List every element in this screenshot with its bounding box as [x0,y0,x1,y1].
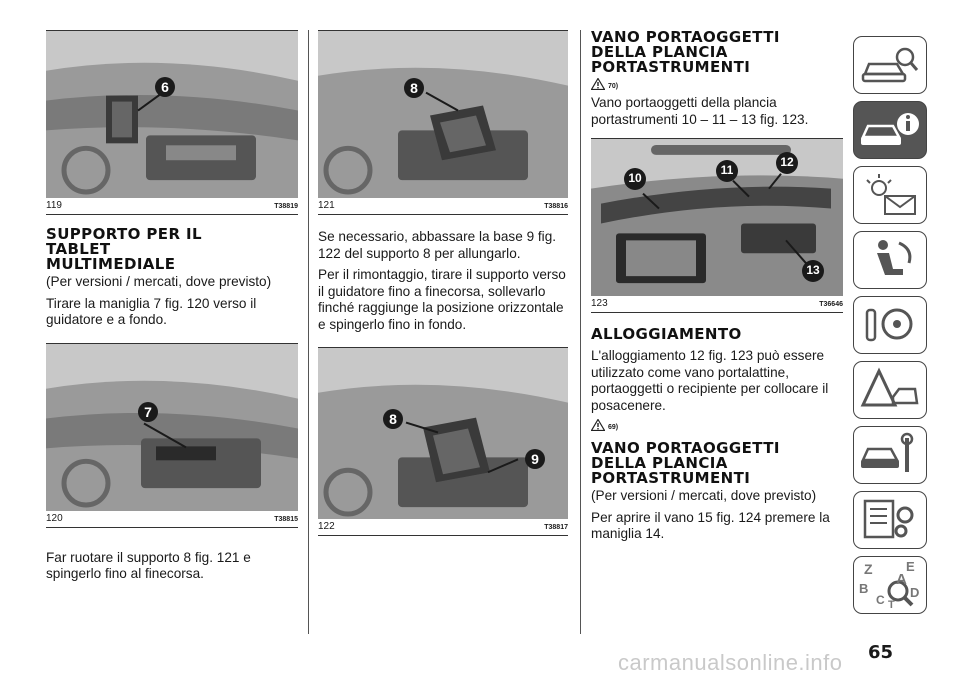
figure-caption [591,296,843,313]
car-wrench-icon [859,432,921,478]
figure-code: T36646 [819,301,843,308]
tab-alphabet-index[interactable] [853,556,927,614]
figure-122-image [318,347,568,519]
tab-car-info[interactable] [853,101,927,159]
tab-warning-lights[interactable] [853,166,927,224]
section-heading: VANO PORTAOGGETTI DELLA PLANCIA PORTASTRUMENTI [591,439,780,487]
paragraph: Vano portaoggetti della plancia portastrumenti 10 – 11 – 13 fig. 123. [591,95,809,127]
warning-lights-icon [859,172,921,218]
section-heading: SUPPORTO PER IL TABLET MULTIMEDIALE [46,225,202,273]
tab-specs-gears[interactable] [853,491,927,549]
warning-ref [591,419,843,431]
figure-caption [46,198,298,215]
airbag-seat-icon [859,237,921,283]
warning-number: 70) [608,83,619,90]
paragraph: Far ruotare il supporto 8 fig. 121 e spingerlo fino al finecorsa. [46,549,251,581]
column-3 [591,30,843,548]
column-separator [308,30,309,634]
index-letter: B [859,581,869,596]
figure-caption [318,198,568,215]
section-heading: ALLOGGIAMENTO [591,325,742,343]
figure-number: 120 [46,512,63,524]
figure-123-image [591,138,843,296]
column-2 [318,30,568,536]
warning-icon [591,419,605,431]
section-heading: VANO PORTAOGGETTI DELLA PLANCIA PORTASTRUMENTI [591,28,780,76]
callout-8: 8 [389,411,397,427]
tab-car-search[interactable] [853,36,927,94]
paragraph: L'alloggiamento 12 fig. 123 può essere utilizzato come vano portalattine, portaoggetti o recipiente per collocare il posacenere. [591,348,829,413]
tab-car-wrench[interactable] [853,426,927,484]
page-number: 65 [868,642,894,663]
index-letter: T [888,599,895,611]
paragraph: Per il rimontaggio, tirare il supporto verso il guidatore fino a finecorsa, sollevarlo finché raggiunge la posizione orizzontale e spingerlo fino in fondo. [318,267,566,332]
warning-icon [591,78,605,90]
index-letter: E [906,559,915,574]
index-letter: C [876,593,885,607]
callout-9: 9 [531,451,539,467]
chapter-sidebar [853,36,927,621]
callout-8: 8 [410,80,418,96]
figure-number: 123 [591,298,608,309]
figure-number: 121 [318,200,335,211]
figure-121-image [318,30,568,198]
figure-code: T38817 [544,524,568,531]
callout-11: 11 [720,163,734,177]
column-1 [46,30,298,588]
paragraph: Per aprire il vano 15 fig. 124 premere la maniglia 14. [591,509,830,541]
figure-code: T38819 [274,203,298,210]
figure-code: T38815 [274,515,298,523]
figure-123 [591,138,843,313]
index-letter: A [896,571,907,588]
figure-119-image [46,30,298,198]
paragraph: Tirare la maniglia 7 fig. 120 verso il guidatore e a fondo. [46,295,257,327]
figure-120-image [46,343,298,511]
callout-7: 7 [144,403,152,420]
paragraph: Se necessario, abbassare la base 9 fig. 122 del supporto 8 per allungarlo. [318,229,557,261]
specs-gears-icon [859,497,921,543]
tab-hazard-triangle[interactable] [853,361,927,419]
column-separator [580,30,581,634]
figure-121 [318,30,568,215]
paragraph: (Per versioni / mercati, dove previsto) [46,274,272,289]
tab-key-steering[interactable] [853,296,927,354]
callout-13: 13 [806,263,820,277]
index-letter: Z [864,561,873,577]
car-search-icon [859,42,921,88]
warning-number: 69) [608,424,619,431]
figure-120 [46,343,298,528]
tab-airbag-seat[interactable] [853,231,927,289]
callout-6: 6 [161,79,169,95]
callout-12: 12 [780,155,794,169]
index-letter: D [910,585,920,600]
warning-ref [591,78,843,90]
figure-number: 122 [318,521,335,532]
figure-caption [46,511,298,528]
figure-122 [318,347,568,536]
car-info-icon [859,107,921,153]
key-steering-icon [859,302,921,348]
figure-code: T38816 [544,203,568,210]
hazard-triangle-icon [859,367,921,413]
figure-number: 119 [46,200,62,211]
watermark: carmanualsonline.info [618,650,843,675]
paragraph: (Per versioni / mercati, dove previsto) [591,488,817,503]
callout-10: 10 [628,171,642,185]
figure-caption [318,519,568,536]
figure-119 [46,30,298,215]
